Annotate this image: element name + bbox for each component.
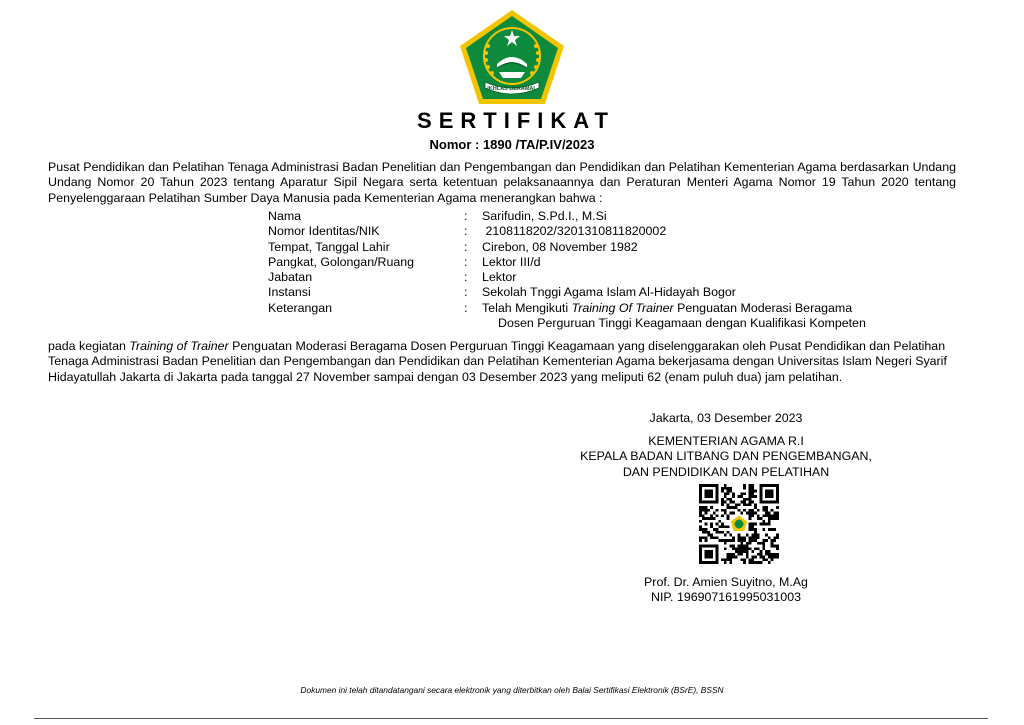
body-text-italic: Training of Trainer bbox=[129, 339, 229, 353]
org-line: DAN PENDIDIKAN DAN PELATIHAN bbox=[622, 464, 830, 479]
field-value: Lektor III/d bbox=[482, 254, 541, 269]
field-colon: : bbox=[464, 300, 468, 315]
field-value bbox=[482, 301, 912, 332]
signature-date: Jakarta, 03 Desember 2023 bbox=[649, 411, 803, 425]
kemenag-emblem-icon bbox=[457, 8, 567, 106]
org-line: KEMENTERIAN AGAMA R.I bbox=[648, 434, 804, 448]
field-value: Sekolah Tnggi Agama Islam Al-Hidayah Bogor bbox=[482, 285, 736, 300]
participant-fields bbox=[268, 209, 912, 331]
signature-organization bbox=[556, 434, 896, 480]
field-colon: : bbox=[464, 285, 468, 300]
certificate-number: Nomor : 1890 /TA/P.IV/2023 bbox=[429, 137, 595, 152]
remarks-text-post: Penguatan Moderasi Beragama bbox=[673, 300, 853, 315]
field-colon: : bbox=[464, 270, 468, 285]
footer-note: Dokumen ini telah ditandatangani secara elektronik yang diterbitkan oleh Balai Sertifikasi Elektronik (BSrE), BSSN bbox=[300, 685, 724, 695]
field-row-nik bbox=[268, 224, 912, 239]
body-paragraph bbox=[48, 339, 956, 385]
field-value: Cirebon, 08 November 1982 bbox=[482, 239, 638, 254]
intro-paragraph: Pusat Pendidikan dan Pelatihan Tenaga Administrasi Badan Penelitian dan Pengembangan dan Pendidikan dan Pelatihan Kementerian Agama berdasarkan Undang Undang Nomor 20 Tahun 2023 tentang Aparatur Sipil Negara serta ketentuan pelaksanaannya dan Peraturan Menteri Agama Nomor 19 Tahun 2020 tentang Penyelenggaraan Pelatihan Sumber Daya Manusia pada Kementerian Agama menerangkan bahwa : bbox=[48, 160, 956, 205]
body-text-pre: pada kegiatan bbox=[48, 339, 130, 353]
field-label: Jabatan bbox=[268, 270, 313, 285]
svg-text:IKHLAS BERAMAL: IKHLAS BERAMAL bbox=[487, 86, 537, 92]
remarks-text-line2: Dosen Perguruan Tinggi Keagamaan dengan Kualifikasi Kompeten bbox=[498, 316, 866, 331]
field-label: Pangkat, Golongan/Ruang bbox=[268, 254, 415, 269]
org-line: KEPALA BADAN LITBANG DAN PENGEMBANGAN, bbox=[580, 449, 872, 464]
field-label: Tempat, Tanggal Lahir bbox=[268, 239, 390, 254]
signatory-name: Prof. Dr. Amien Suyitno, M.Ag bbox=[644, 575, 808, 589]
field-colon: : bbox=[464, 209, 468, 223]
field-colon: : bbox=[464, 224, 468, 239]
qr-code-icon[interactable] bbox=[699, 484, 779, 564]
remarks-text-pre: Telah Mengikuti bbox=[482, 300, 572, 315]
signatory-nip: NIP. 196907161995031003 bbox=[651, 590, 801, 605]
field-colon: : bbox=[464, 239, 468, 254]
field-value: Sarifudin, S.Pd.I., M.Si bbox=[482, 209, 607, 223]
field-row-nama bbox=[268, 209, 912, 224]
field-value: 2108118202/3201310811820002 bbox=[482, 224, 667, 239]
field-label: Instansi bbox=[268, 285, 311, 300]
field-colon: : bbox=[464, 254, 468, 269]
field-row-rank bbox=[268, 255, 912, 270]
body-text-post: Penguatan Moderasi Beragama Dosen Perguruan Tinggi Keagamaan yang diselenggarakan oleh Pusat Pendidikan dan Pelatihan Tenaga Administrasi Badan Penelitian dan Pengembangan dan Pendidikan dan Pelatihan Kementerian Agama bekerjasama dengan Universitas Islam Negeri Syarif Hidayatullah Jakarta di Jakarta pada tanggal 27 November sampai dengan 03 Desember 2023 yang meliputi 62 (enam puluh dua) jam pelatihan. bbox=[48, 339, 947, 384]
certificate-title: SERTIFIKAT bbox=[417, 108, 615, 133]
signatory bbox=[556, 575, 896, 606]
field-label: Keterangan bbox=[268, 300, 333, 315]
field-label: Nama bbox=[268, 209, 302, 223]
bottom-divider bbox=[34, 718, 988, 719]
remarks-text-italic: Training Of Trainer bbox=[571, 300, 674, 315]
field-row-institution bbox=[268, 285, 912, 300]
field-row-remarks bbox=[268, 301, 912, 332]
field-value: Lektor bbox=[482, 270, 517, 285]
field-label: Nomor Identitas/NIK bbox=[268, 224, 380, 239]
field-row-birth bbox=[268, 240, 912, 255]
field-row-position bbox=[268, 270, 912, 285]
